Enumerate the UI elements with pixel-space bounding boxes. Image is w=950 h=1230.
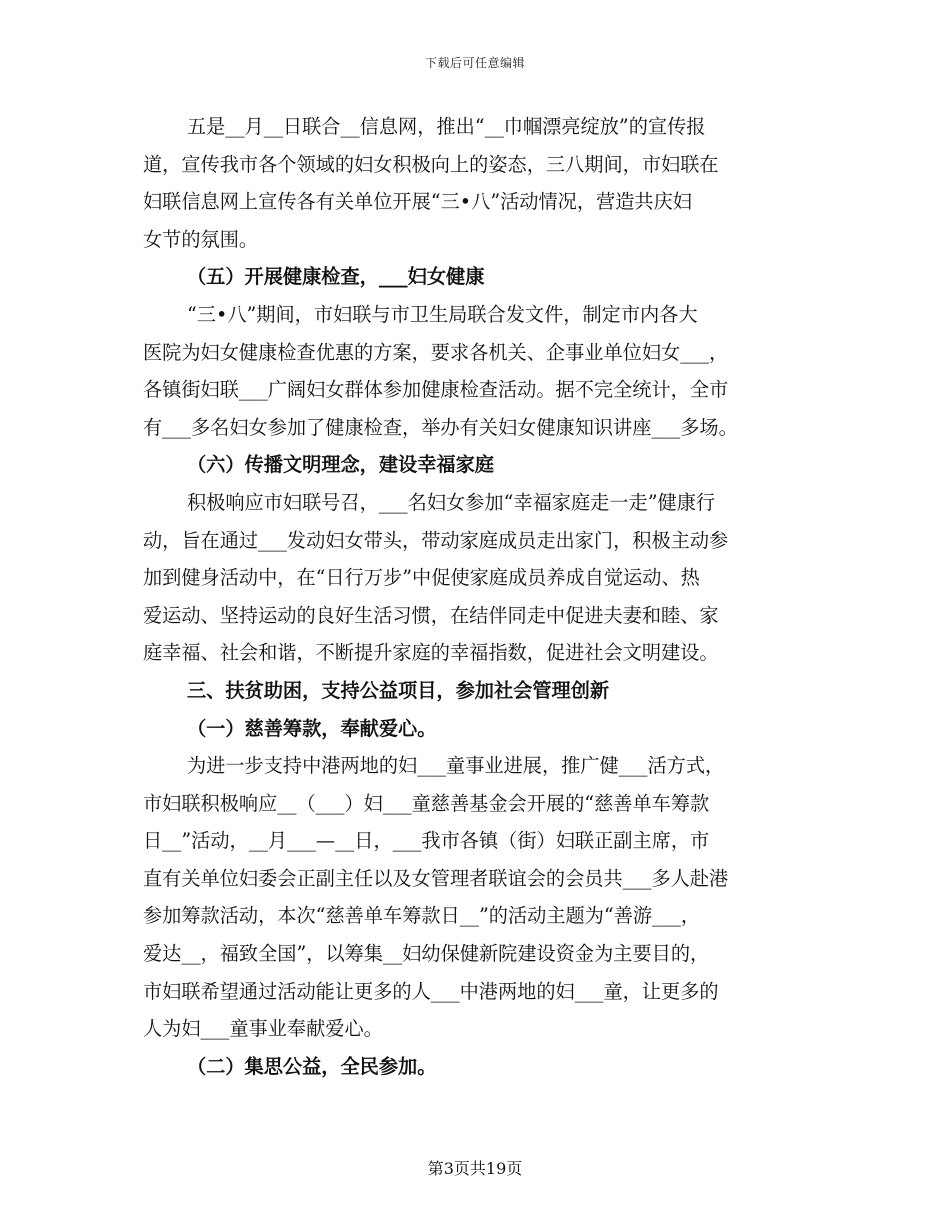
text-line: 有___多名妇女参加了健康检查，举办有关妇女健康知识讲座___多场。 <box>143 415 738 439</box>
text-line: 女节的氛围。 <box>143 227 259 251</box>
text-line: 日__”活动，__月___—__日，___我市各镇（街）妇联正副主席，市 <box>143 829 710 853</box>
text-line: 直有关单位妇委会正副主任以及女管理者联谊会的会员共___多人赴港 <box>143 866 729 890</box>
text-line: 爱运动、坚持运动的良好生活习惯，在结伴同走中促进夫妻和睦、家 <box>143 603 719 627</box>
text-line: 妇联信息网上宣传各有关单位开展“三•八”活动情况，营造共庆妇 <box>143 190 692 214</box>
section-heading: （六）传播文明理念，建设幸福家庭 <box>187 453 494 477</box>
section-heading: （五）开展健康检查，___妇女健康 <box>187 265 485 289</box>
text-line: 动，旨在通过___发动妇女带头，带动家庭成员走出家门，积极主动参 <box>143 528 729 552</box>
text-line: 五是__月__日联合__信息网，推出“__巾帼漂亮绽放”的宣传报 <box>187 115 706 138</box>
text-line: 道，宣传我市各个领域的妇女积极向上的姿态，三八期间，市妇联在 <box>143 152 719 176</box>
section-heading: （二）集思公益，全民参加。 <box>187 1054 437 1078</box>
text-line: 积极响应市妇联号召，___名妇女参加“幸福家庭走一走”健康行 <box>187 490 716 514</box>
text-line: 庭幸福、社会和谐，不断提升家庭的幸福指数，促进社会文明建设。 <box>143 641 719 665</box>
document-body <box>143 108 807 1085</box>
section-heading: 三、扶贫助困，支持公益项目，参加社会管理创新 <box>187 678 610 702</box>
text-line: 人为妇___童事业奉献爱心。 <box>143 1017 383 1041</box>
section-heading: （一）慈善筹款，奉献爱心。 <box>187 716 437 740</box>
text-line: 为进一步支持中港两地的妇___童事业进展，推广健___活方式， <box>187 754 725 778</box>
text-line: 各镇街妇联___广阔妇女群体参加健康检查活动。据不完全统计，全市 <box>143 378 729 402</box>
text-line: 市妇联希望通过活动能让更多的人___中港两地的妇___童，让更多的 <box>143 979 719 1003</box>
page-footer: 第3页共19页 <box>427 1159 523 1178</box>
page-header: 下载后可任意编辑 <box>424 56 525 70</box>
text-line: 医院为妇女健康检查优惠的方案，要求各机关、企事业单位妇女___， <box>143 340 729 364</box>
text-line: 参加筹款活动，本次“慈善单车筹款日__”的活动主题为“善游___， <box>143 904 701 928</box>
text-line: 爱达__，福致全国”，以筹集__妇幼保健新院建设资金为主要目的， <box>143 942 710 966</box>
text-line: 市妇联积极响应__（___）妇___童慈善基金会开展的“慈善单车筹款 <box>143 791 710 815</box>
text-line: 加到健身活动中，在“日行万步”中促使家庭成员养成自觉运动、热 <box>143 566 700 590</box>
text-line: “三•八”期间，市妇联与市卫生局联合发文件，制定市内各大 <box>187 302 698 326</box>
